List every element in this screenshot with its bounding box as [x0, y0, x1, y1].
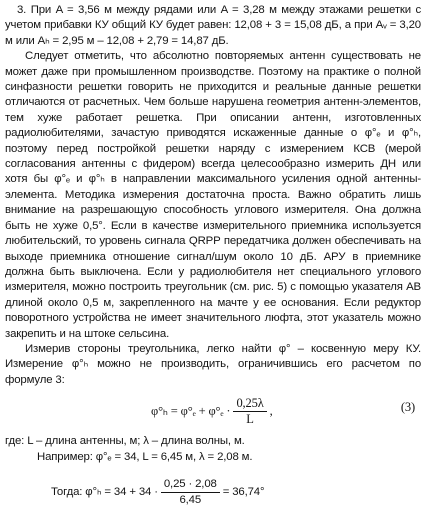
paragraph-1: 3. При A = 3,56 м между рядами или A = 3,28 м между этажами решетки с учетом прибавки КУ общий КУ будет равен: 12,08 + 3 = 15,08 дБ, а при Aᵥ = 3,20 м или Aₕ = 2,95 м – 12,08 + 2,79 = 14,87 дБ. — [5, 4, 421, 47]
example-formula — [5, 473, 421, 521]
paragraph-2: Следует отметить, что абсолютно повторяемых антенн существовать не может даже при промышленном производстве. Поэтому на практике о полной синфазности решетки говорить не приходится и реальные данные решетки отличаются от расчетных. Чем больше нарушена геометрия антенн-элементов, тем хуже работает решетка. При описании антенн, изготовленных радиолюбителями, зачастую приводятся искаженные данные о φ°ₑ и φ°ₕ, поэтому перед постройкой решетки наряду с измерением КСВ (мерой согласования антенны с фидером) всегда целесообразно измерить ДН или хотя бы φ°ₑ и φ°ₕ в направлении максимального усиления одной антенны-элемента. Методика измерения достаточна проста. Важно обратить лишь внимание на разрешающую способность углового измерителя. Она должна быть не хуже 0,5°. Если в качестве измерительного приемника используется любительский, то уровень сигнала QRPP передатчика должен обеспечивать на выходе приемника отношение сигнал/шум около 10 дБ. АРУ в приемнике должна быть выключена. Если у радиолюбителя нет специального углового измерителя, можно построить треугольник (см. рис. 5) с помощью указателя AB длиной около 0,5 м, закрепленного на мачте у ее основания. Если редуктор поворотного устройства не имеет значительного люфта, этот указатель можно закрепить и на штоке сельсина. — [5, 50, 421, 340]
example-line: Например: φ°ₑ = 34, L = 6,45 м, λ = 2,08 м. — [37, 450, 253, 463]
formula-denominator: L — [246, 412, 254, 427]
formula-3 — [5, 390, 421, 434]
formula-tail: , — [269, 403, 273, 418]
formula-number: (3) — [400, 400, 415, 415]
example-numerator: 0,25 · 2,08 — [161, 477, 220, 493]
formula-numerator: 0,25λ — [233, 396, 266, 412]
paragraph-3: Измерив стороны треугольника, легко найти φ° – косвенную меру КУ. Измерение φ°ₕ можно не производить, ограничившись его расчетом по формуле 3: — [5, 342, 421, 386]
example-fraction — [161, 477, 220, 508]
formula-fraction — [233, 396, 266, 427]
where-line: где: L – длина антенны, м; λ – длина волны, м. — [5, 435, 245, 448]
example-expression — [51, 477, 264, 508]
example-lhs: Тогда: φ°ₕ = 34 + 34 · — [51, 485, 158, 498]
formula-expression — [151, 396, 273, 427]
formula-lhs: φ°ₕ = φ°ₑ + φ°ₑ · — [151, 403, 231, 418]
example-denominator: 6,45 — [179, 493, 202, 506]
example-result: = 36,74° — [222, 485, 265, 498]
